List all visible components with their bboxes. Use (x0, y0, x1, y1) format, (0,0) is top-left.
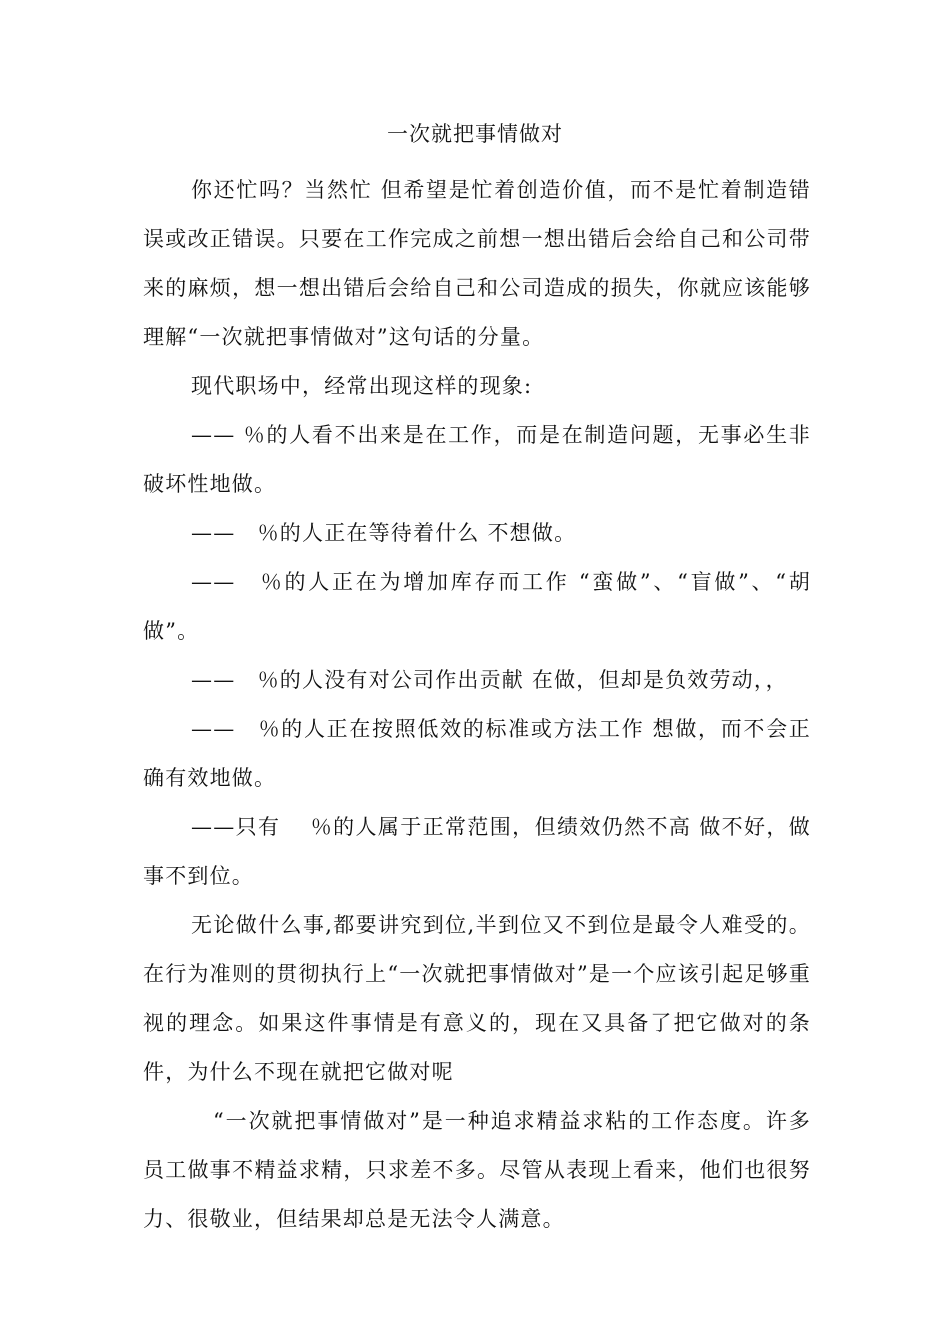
document-body (143, 166, 811, 1244)
paragraph-bullet-1: —— ％的人看不出来是在工作，而是在制造问题，无事必生非破坏性地做。 (143, 423, 811, 496)
document-title: 一次就把事情做对 (387, 122, 563, 146)
paragraph-principle: 无论做什么事,都要讲究到位,半到位又不到位是最令人难受的。在行为准则的贯彻执行上“一次就把事情做对”是一个应该引起足够重视的理念。如果这件事情是有意义的，现在又具备了把它做对的条件，为什么不现在就把它做对呢 (143, 913, 811, 1084)
paragraph-phenomenon: 现代职场中，经常出现这样的现象: (191, 374, 533, 398)
paragraph-bullet-5: —— ％的人正在按照低效的标准或方法工作 想做，而不会正确有效地做。 (143, 717, 811, 790)
paragraph-intro: 你还忙吗？当然忙 但希望是忙着创造价值，而不是忙着制造错误或改正错误。只要在工作完成之前想一想出错后会给自己和公司带来的麻烦，想一想出错后会给自己和公司造成的损失，你就应该能够理解“一次就把事情做对”这句话的分量。 (143, 178, 811, 349)
paragraph-bullet-6: ——只有 ％的人属于正常范围，但绩效仍然不高 做不好，做事不到位。 (143, 815, 811, 888)
paragraph-bullet-3: —— ％的人正在为增加库存而工作 “蛮做”、“盲做”、“胡做”。 (143, 570, 811, 643)
paragraph-bullet-2: —— ％的人正在等待着什么 不想做。 (191, 521, 577, 545)
paragraph-attitude: “一次就把事情做对”是一种追求精益求粘的工作态度。许多员工做事不精益求精，只求差不多。尽管从表现上看来，他们也很努力、很敬业，但结果却总是无法令人满意。 (143, 1109, 811, 1231)
paragraph-bullet-4: —— ％的人没有对公司作出贡献 在做，但却是负效劳动，， (191, 668, 788, 692)
